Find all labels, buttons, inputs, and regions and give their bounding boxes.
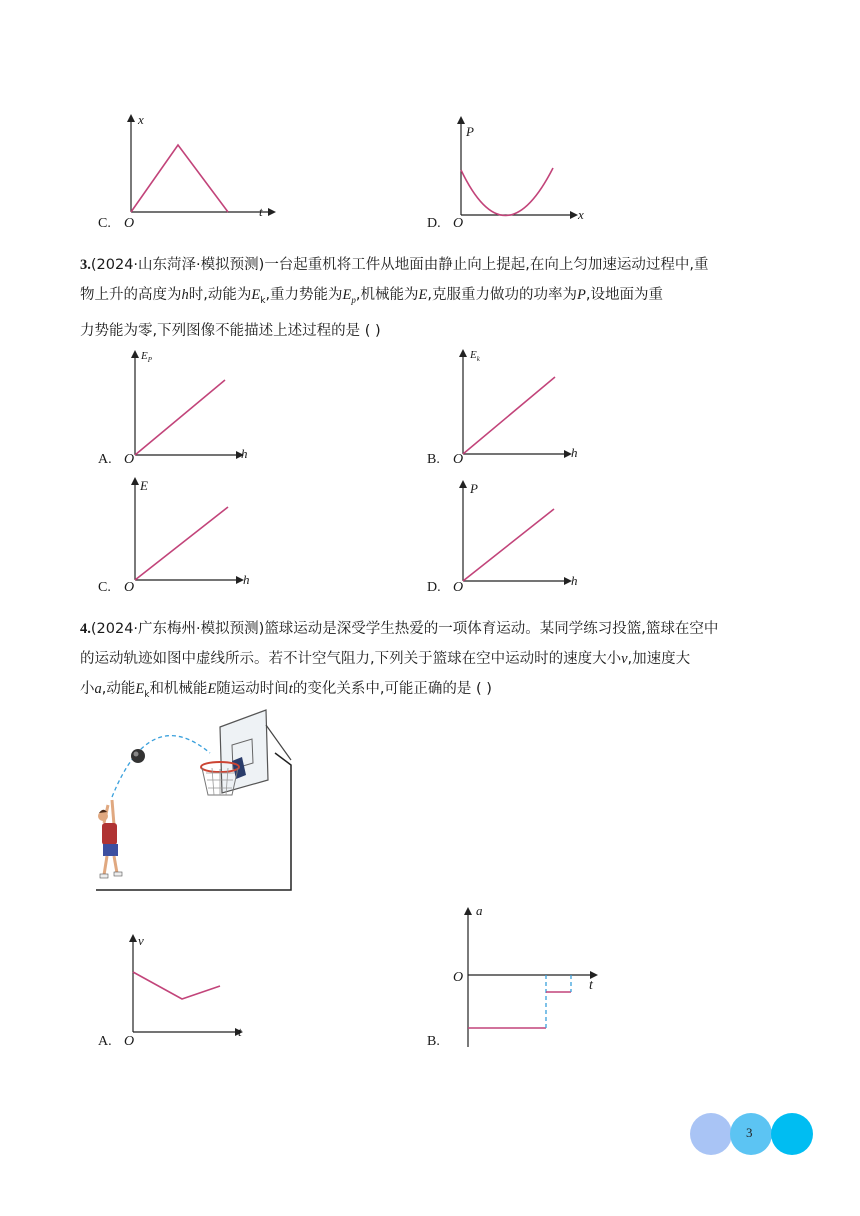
q3-a-xaxis-label: h xyxy=(241,446,248,461)
q2-c-yaxis-label: x xyxy=(138,112,144,127)
q3-line1: 3.(2024·山东菏泽·模拟预测)一台起重机将工件从地面由静止向上提起,在向上匀加速运动过程中,重 xyxy=(80,257,709,273)
q2-d-option-label: D. xyxy=(427,216,441,231)
q4-line3: 小a,动能$E_k$和机械能E随运动时间t的变化关系中,可能正确的是 ( ) xyxy=(80,681,492,700)
q3-d-yaxis-label: P xyxy=(470,481,478,496)
q3-d-origin: O xyxy=(453,580,464,595)
q3-source: (2024·山东菏泽·模拟预测) xyxy=(90,257,265,273)
q4-b-graph xyxy=(458,905,608,1055)
q4-line2: 的运动轨迹如图中虚线所示。若不计空气阻力,下列关于篮球在空中运动时的速度大小v,加速度大 xyxy=(80,651,691,667)
q4-b-yaxis-label: a xyxy=(476,903,483,918)
q3-stem xyxy=(80,250,800,346)
q3-b-yaxis-label: $E_k$ xyxy=(470,349,480,364)
player-figure xyxy=(98,800,122,878)
q2-c-option-label: C. xyxy=(98,216,111,231)
basketball-illustration xyxy=(90,705,310,895)
q3-b-origin: O xyxy=(453,452,464,467)
q3-b-xaxis-label: h xyxy=(571,445,578,460)
q4-source: (2024·广东梅州·模拟预测) xyxy=(90,621,265,637)
q4-b-option-label: B. xyxy=(427,1034,440,1049)
q4-b-origin: O xyxy=(453,970,464,985)
q4-a-yaxis-label: v xyxy=(138,933,144,948)
q3-c-yaxis-label: E xyxy=(140,478,148,493)
q3-d-xaxis-label: h xyxy=(571,573,578,588)
q4-stem xyxy=(80,614,800,710)
q3-a-graph xyxy=(124,348,254,463)
q3-line2: 物上升的高度为h时,动能为$E_k$,重力势能为$E_p$,机械能为E,克服重力做功的功率为P,设地面为重 xyxy=(80,287,663,306)
badge-circle-right xyxy=(771,1113,813,1155)
q4-a-option-label: A. xyxy=(98,1034,112,1049)
q3-c-origin: O xyxy=(124,580,135,595)
q2-d-xaxis-label: x xyxy=(578,207,584,222)
q3-c-option-label: C. xyxy=(98,580,111,595)
page-number: 3 xyxy=(746,1125,753,1140)
basketball xyxy=(131,749,145,763)
q4-a-origin: O xyxy=(124,1034,135,1049)
q3-b-option-label: B. xyxy=(427,452,440,467)
q2-c-xaxis-label: t xyxy=(259,204,263,219)
q4-b-xaxis-label: t xyxy=(589,978,593,993)
q3-line3: 力势能为零,下列图像不能描述上述过程的是 ( ) xyxy=(80,322,381,339)
q3-c-xaxis-label: h xyxy=(243,572,250,587)
q3-d-option-label: D. xyxy=(427,580,441,595)
q3-b-graph xyxy=(452,347,582,462)
q4-line1: 4.(2024·广东梅州·模拟预测)篮球运动是深受学生热爱的一项体育运动。某同学练习投篮,篮球在空中 xyxy=(80,621,719,637)
q3-a-option-label: A. xyxy=(98,452,112,467)
q2-d-origin: O xyxy=(453,216,464,231)
q2-d-yaxis-label: P xyxy=(466,124,474,139)
q2-c-graph xyxy=(120,112,280,232)
q4-a-xaxis-label: t xyxy=(238,1024,242,1039)
q2-c-origin: O xyxy=(124,216,135,231)
q3-a-origin: O xyxy=(124,452,135,467)
ball-trajectory xyxy=(112,736,210,797)
q3-a-yaxis-label: $E_P$ xyxy=(141,350,153,365)
badge-circle-left xyxy=(690,1113,732,1155)
